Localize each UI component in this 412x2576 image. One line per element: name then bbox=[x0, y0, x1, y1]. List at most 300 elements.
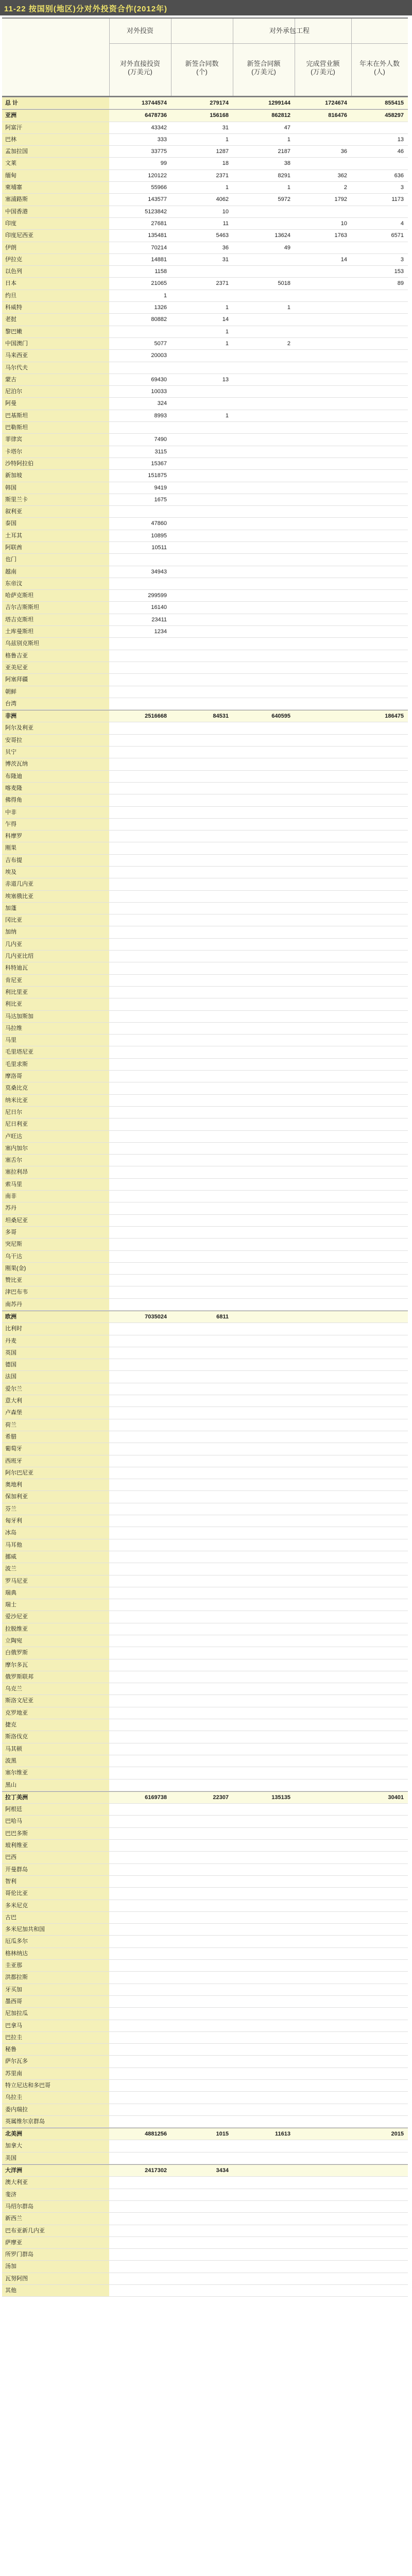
row-value: 9419 bbox=[154, 484, 167, 491]
row-value bbox=[109, 1082, 171, 1094]
row-name: 利比里亚 bbox=[2, 987, 109, 998]
row-name: 中国香港 bbox=[2, 206, 109, 217]
row-value bbox=[233, 2140, 295, 2151]
row-value: 2417302 bbox=[145, 2167, 167, 2174]
row-value bbox=[351, 350, 408, 361]
row-value bbox=[233, 2177, 295, 2188]
row-value bbox=[351, 1816, 408, 1827]
row-value bbox=[109, 771, 171, 782]
row-value bbox=[233, 807, 295, 818]
row-name: 罗马尼亚 bbox=[2, 1575, 109, 1587]
row-value bbox=[295, 1647, 351, 1658]
row-name: 科特迪瓦 bbox=[2, 962, 109, 974]
table-row bbox=[2, 1647, 408, 1659]
row-value bbox=[109, 1972, 171, 1983]
row-value bbox=[295, 855, 351, 866]
table-row bbox=[2, 1599, 408, 1611]
row-value: 135481 bbox=[148, 232, 167, 239]
row-value bbox=[109, 1191, 171, 1202]
row-value: 1326 bbox=[154, 304, 167, 311]
row-value: 46 bbox=[397, 148, 404, 155]
row-value bbox=[295, 2020, 351, 2031]
row-value: 89 bbox=[397, 280, 404, 287]
row-value: 1724674 bbox=[325, 100, 347, 106]
row-name: 尼泊尔 bbox=[2, 386, 109, 397]
row-name: 欧洲 bbox=[2, 1311, 109, 1323]
table-row bbox=[2, 962, 408, 974]
table-header bbox=[2, 18, 408, 97]
row-value bbox=[233, 1719, 295, 1731]
row-name: 伊拉克 bbox=[2, 254, 109, 265]
row-value bbox=[351, 1731, 408, 1742]
table-row bbox=[2, 2285, 408, 2297]
row-value bbox=[233, 1755, 295, 1767]
row-value bbox=[351, 1539, 408, 1551]
row-value bbox=[171, 1575, 233, 1587]
row-value bbox=[295, 747, 351, 758]
row-value bbox=[233, 1179, 295, 1190]
row-value bbox=[171, 1323, 233, 1334]
row-name: 塞浦路斯 bbox=[2, 194, 109, 205]
row-value bbox=[233, 2008, 295, 2019]
row-value: 640595 bbox=[271, 713, 290, 720]
table-row bbox=[2, 1659, 408, 1671]
row-name: 越南 bbox=[2, 566, 109, 578]
row-value bbox=[295, 1671, 351, 1683]
row-value bbox=[295, 302, 351, 313]
row-value bbox=[171, 1491, 233, 1502]
row-name: 波兰 bbox=[2, 1563, 109, 1574]
table-row bbox=[2, 254, 408, 266]
row-value bbox=[233, 2020, 295, 2031]
table-row bbox=[2, 1095, 408, 1107]
row-value bbox=[109, 819, 171, 830]
row-value: 1 bbox=[225, 340, 229, 347]
table-row bbox=[2, 758, 408, 770]
row-value: 1 bbox=[163, 292, 167, 299]
row-value: 5463 bbox=[216, 232, 229, 239]
row-name: 马尔代夫 bbox=[2, 362, 109, 374]
row-value bbox=[171, 831, 233, 842]
row-name: 黑山 bbox=[2, 1780, 109, 1791]
row-value bbox=[351, 626, 408, 637]
row-value bbox=[233, 1671, 295, 1683]
row-value bbox=[295, 2140, 351, 2151]
row-value bbox=[171, 2249, 233, 2260]
row-value bbox=[351, 1419, 408, 1431]
row-name: 加纳 bbox=[2, 926, 109, 938]
header-col-1: 对外直接投资 (万美元) bbox=[119, 60, 160, 76]
row-value bbox=[233, 1107, 295, 1118]
row-value bbox=[233, 975, 295, 986]
row-value bbox=[109, 638, 171, 649]
row-value bbox=[109, 2189, 171, 2200]
table-row bbox=[2, 578, 408, 590]
row-value bbox=[351, 1912, 408, 1923]
row-value bbox=[233, 998, 295, 1010]
row-name: 玻利维亚 bbox=[2, 1840, 109, 1851]
row-value bbox=[295, 831, 351, 842]
table-row bbox=[2, 2116, 408, 2128]
row-value bbox=[171, 614, 233, 625]
row-value bbox=[233, 1335, 295, 1347]
row-value bbox=[109, 1263, 171, 1274]
row-value bbox=[295, 2153, 351, 2164]
row-value: 6571 bbox=[391, 232, 404, 239]
row-value bbox=[171, 1166, 233, 1178]
row-value bbox=[351, 975, 408, 986]
table-row bbox=[2, 398, 408, 410]
row-value bbox=[233, 566, 295, 578]
row-value bbox=[109, 878, 171, 890]
row-value bbox=[295, 2261, 351, 2272]
table-row bbox=[2, 1479, 408, 1491]
table-row bbox=[2, 1407, 408, 1419]
table-row bbox=[2, 903, 408, 914]
row-value bbox=[233, 1251, 295, 1262]
row-value bbox=[233, 2044, 295, 2055]
row-name: 新加坡 bbox=[2, 470, 109, 481]
row-name: 俄罗斯联邦 bbox=[2, 1671, 109, 1683]
row-value bbox=[351, 842, 408, 854]
row-name: 冈比亚 bbox=[2, 914, 109, 926]
row-name: 土库曼斯坦 bbox=[2, 626, 109, 637]
row-value bbox=[295, 1179, 351, 1190]
row-value bbox=[171, 350, 233, 361]
row-value bbox=[233, 1816, 295, 1827]
row-value bbox=[109, 422, 171, 433]
row-value bbox=[171, 506, 233, 517]
row-value bbox=[295, 2225, 351, 2236]
row-value bbox=[171, 1431, 233, 1443]
row-value bbox=[295, 1515, 351, 1527]
row-value bbox=[171, 1840, 233, 1851]
row-value: 10033 bbox=[151, 388, 167, 395]
row-value bbox=[351, 794, 408, 806]
row-value bbox=[109, 698, 171, 709]
row-value: 5077 bbox=[154, 340, 167, 347]
row-value: 3434 bbox=[216, 2167, 229, 2174]
row-name: 韩国 bbox=[2, 482, 109, 494]
row-name: 尼日利亚 bbox=[2, 1118, 109, 1130]
table-row bbox=[2, 626, 408, 638]
row-value bbox=[351, 926, 408, 938]
row-name: 泰国 bbox=[2, 518, 109, 529]
row-value: 11 bbox=[222, 220, 229, 227]
row-name: 刚果 bbox=[2, 842, 109, 854]
row-value bbox=[295, 975, 351, 986]
row-value bbox=[171, 1335, 233, 1347]
row-value: 7490 bbox=[154, 436, 167, 443]
row-value bbox=[351, 650, 408, 662]
table-row bbox=[2, 2273, 408, 2285]
row-value bbox=[171, 542, 233, 553]
row-value bbox=[171, 2177, 233, 2188]
row-value bbox=[109, 1491, 171, 1502]
row-value bbox=[109, 807, 171, 818]
row-name: 厄瓜多尔 bbox=[2, 1936, 109, 1947]
table-row bbox=[2, 807, 408, 819]
row-value bbox=[171, 1719, 233, 1731]
row-value bbox=[109, 1275, 171, 1286]
row-value bbox=[233, 1695, 295, 1706]
row-name: 乌兹别克斯坦 bbox=[2, 638, 109, 649]
row-value bbox=[295, 1755, 351, 1767]
row-value bbox=[171, 903, 233, 914]
row-name: 哈萨克斯坦 bbox=[2, 590, 109, 601]
row-value: 362 bbox=[337, 172, 347, 179]
table-row bbox=[2, 326, 408, 338]
table-row bbox=[2, 530, 408, 542]
table-row bbox=[2, 783, 408, 794]
row-value bbox=[233, 1395, 295, 1406]
row-value bbox=[171, 602, 233, 613]
row-value bbox=[351, 891, 408, 902]
row-value bbox=[295, 1023, 351, 1034]
row-value bbox=[233, 1840, 295, 1851]
row-value bbox=[351, 819, 408, 830]
row-value bbox=[109, 1095, 171, 1106]
table-row bbox=[2, 1263, 408, 1275]
row-value bbox=[351, 1035, 408, 1046]
row-value bbox=[233, 771, 295, 782]
row-value bbox=[351, 939, 408, 950]
row-name: 马绍尔群岛 bbox=[2, 2201, 109, 2212]
row-name: 刚果(金) bbox=[2, 1263, 109, 1274]
row-value bbox=[351, 1984, 408, 1995]
row-value bbox=[351, 2225, 408, 2236]
row-value bbox=[109, 1647, 171, 1658]
row-value bbox=[351, 686, 408, 698]
row-value bbox=[295, 1623, 351, 1635]
row-value bbox=[233, 1131, 295, 1142]
row-value bbox=[233, 1864, 295, 1875]
row-name: 西班牙 bbox=[2, 1455, 109, 1467]
row-name: 萨摩亚 bbox=[2, 2237, 109, 2248]
table-row bbox=[2, 1131, 408, 1143]
header-group-contracting: 对外承包工程 bbox=[269, 27, 310, 35]
row-name: 蒙古 bbox=[2, 374, 109, 385]
row-value bbox=[233, 2273, 295, 2284]
row-value: 13744574 bbox=[142, 100, 167, 106]
row-value bbox=[295, 626, 351, 637]
row-name: 老挝 bbox=[2, 314, 109, 325]
row-value bbox=[295, 2285, 351, 2296]
row-value: 33775 bbox=[151, 148, 167, 155]
row-value bbox=[171, 2080, 233, 2091]
row-name: 沙特阿拉伯 bbox=[2, 458, 109, 469]
title-bar bbox=[0, 0, 412, 15]
row-value bbox=[171, 1683, 233, 1694]
table-row bbox=[2, 1972, 408, 1984]
row-value bbox=[351, 1455, 408, 1467]
row-value bbox=[233, 1419, 295, 1431]
row-name: 牙买加 bbox=[2, 1984, 109, 1995]
row-value bbox=[109, 2273, 171, 2284]
row-value bbox=[351, 326, 408, 337]
row-value bbox=[295, 1852, 351, 1863]
row-name: 巴西 bbox=[2, 1852, 109, 1863]
row-value bbox=[233, 1023, 295, 1034]
row-value bbox=[233, 1587, 295, 1599]
table-row bbox=[2, 554, 408, 566]
table-row bbox=[2, 1251, 408, 1263]
row-value bbox=[109, 1635, 171, 1647]
row-name: 朝鲜 bbox=[2, 686, 109, 698]
row-value bbox=[351, 1611, 408, 1622]
row-value bbox=[351, 1323, 408, 1334]
row-value bbox=[233, 855, 295, 866]
row-value: 1 bbox=[287, 136, 290, 143]
table-row bbox=[2, 1888, 408, 1900]
row-value bbox=[171, 494, 233, 505]
row-value bbox=[351, 903, 408, 914]
header-col-3: 新签合同额 (万美元) bbox=[247, 60, 281, 76]
row-value bbox=[295, 962, 351, 974]
row-name: 吉布提 bbox=[2, 855, 109, 866]
row-value bbox=[351, 1635, 408, 1647]
row-value bbox=[109, 1816, 171, 1827]
row-value bbox=[351, 338, 408, 349]
row-value bbox=[171, 891, 233, 902]
row-value bbox=[295, 1286, 351, 1298]
row-value bbox=[351, 206, 408, 217]
row-value bbox=[171, 1804, 233, 1815]
table-row bbox=[2, 1071, 408, 1082]
row-value bbox=[295, 458, 351, 469]
row-value: 21065 bbox=[151, 280, 167, 287]
row-value bbox=[233, 1996, 295, 2007]
row-name: 北美洲 bbox=[2, 2128, 109, 2140]
table-row bbox=[2, 1551, 408, 1563]
row-value: 1 bbox=[225, 328, 229, 335]
row-value bbox=[171, 1599, 233, 1611]
row-value bbox=[233, 1443, 295, 1454]
row-name: 巴哈马 bbox=[2, 1816, 109, 1827]
row-value bbox=[171, 771, 233, 782]
row-value bbox=[295, 2116, 351, 2127]
row-value bbox=[109, 1767, 171, 1778]
row-name: 萨尔瓦多 bbox=[2, 2056, 109, 2067]
table-row bbox=[2, 819, 408, 831]
row-value: 11613 bbox=[275, 2131, 290, 2138]
row-value bbox=[109, 1179, 171, 1190]
row-value bbox=[295, 878, 351, 890]
row-name: 克罗地亚 bbox=[2, 1707, 109, 1719]
row-name: 尼加拉瓜 bbox=[2, 2008, 109, 2019]
row-value bbox=[171, 1239, 233, 1250]
row-value bbox=[171, 470, 233, 481]
row-value: 13624 bbox=[274, 232, 290, 239]
row-value bbox=[351, 2237, 408, 2248]
row-value bbox=[295, 1792, 351, 1803]
row-value bbox=[109, 1804, 171, 1815]
row-value bbox=[171, 1635, 233, 1647]
table-row bbox=[2, 2092, 408, 2104]
row-value bbox=[171, 1419, 233, 1431]
row-value bbox=[351, 1107, 408, 1118]
row-value bbox=[233, 903, 295, 914]
row-value bbox=[233, 2285, 295, 2296]
row-value bbox=[233, 1563, 295, 1574]
row-value bbox=[171, 2044, 233, 2055]
row-value bbox=[295, 1419, 351, 1431]
row-value bbox=[233, 1804, 295, 1815]
row-value bbox=[109, 1840, 171, 1851]
row-value bbox=[295, 1383, 351, 1395]
row-value bbox=[295, 1202, 351, 1214]
table-row bbox=[2, 1840, 408, 1852]
row-value bbox=[295, 2201, 351, 2212]
row-name: 马拉维 bbox=[2, 1023, 109, 1034]
row-value bbox=[351, 158, 408, 169]
table-row bbox=[2, 650, 408, 662]
row-value: 1792 bbox=[334, 196, 347, 203]
row-value bbox=[351, 1347, 408, 1359]
row-value bbox=[295, 807, 351, 818]
row-value bbox=[171, 2056, 233, 2067]
table-row bbox=[2, 1395, 408, 1407]
row-name: 以色列 bbox=[2, 266, 109, 277]
row-value bbox=[233, 1623, 295, 1635]
row-value bbox=[233, 1743, 295, 1755]
row-name: 尼日尔 bbox=[2, 1107, 109, 1118]
row-value bbox=[295, 1011, 351, 1022]
row-value bbox=[351, 1972, 408, 1983]
row-value bbox=[109, 1359, 171, 1370]
row-value bbox=[233, 1467, 295, 1479]
row-value bbox=[351, 962, 408, 974]
row-value: 333 bbox=[157, 136, 167, 143]
row-value bbox=[233, 1960, 295, 1971]
row-name: 毛里求斯 bbox=[2, 1059, 109, 1070]
row-value bbox=[351, 1395, 408, 1406]
table-row bbox=[2, 951, 408, 962]
row-value bbox=[171, 626, 233, 637]
row-value bbox=[171, 1924, 233, 1935]
row-value bbox=[171, 926, 233, 938]
row-value bbox=[233, 206, 295, 217]
row-value bbox=[295, 914, 351, 926]
table-row bbox=[2, 1671, 408, 1683]
row-value bbox=[295, 1443, 351, 1454]
row-value bbox=[171, 842, 233, 854]
row-value bbox=[351, 807, 408, 818]
table-row bbox=[2, 914, 408, 926]
row-value bbox=[351, 2273, 408, 2284]
row-value bbox=[171, 819, 233, 830]
row-value bbox=[295, 314, 351, 325]
row-value bbox=[233, 747, 295, 758]
row-value bbox=[351, 1503, 408, 1515]
row-value bbox=[351, 698, 408, 709]
header-col-4: 完成营业额 (万美元) bbox=[306, 60, 340, 76]
row-value bbox=[351, 290, 408, 301]
row-value bbox=[295, 1635, 351, 1647]
header-group-investment: 对外投资 bbox=[126, 27, 153, 35]
table-row bbox=[2, 302, 408, 314]
table-row bbox=[2, 1984, 408, 1996]
table-row bbox=[2, 2032, 408, 2044]
row-name: 约旦 bbox=[2, 290, 109, 301]
row-value bbox=[233, 951, 295, 962]
row-value: 2 bbox=[344, 184, 347, 191]
table-row bbox=[2, 1575, 408, 1587]
row-value bbox=[171, 566, 233, 578]
row-name: 缅甸 bbox=[2, 170, 109, 181]
table-row bbox=[2, 182, 408, 194]
row-value bbox=[171, 686, 233, 698]
